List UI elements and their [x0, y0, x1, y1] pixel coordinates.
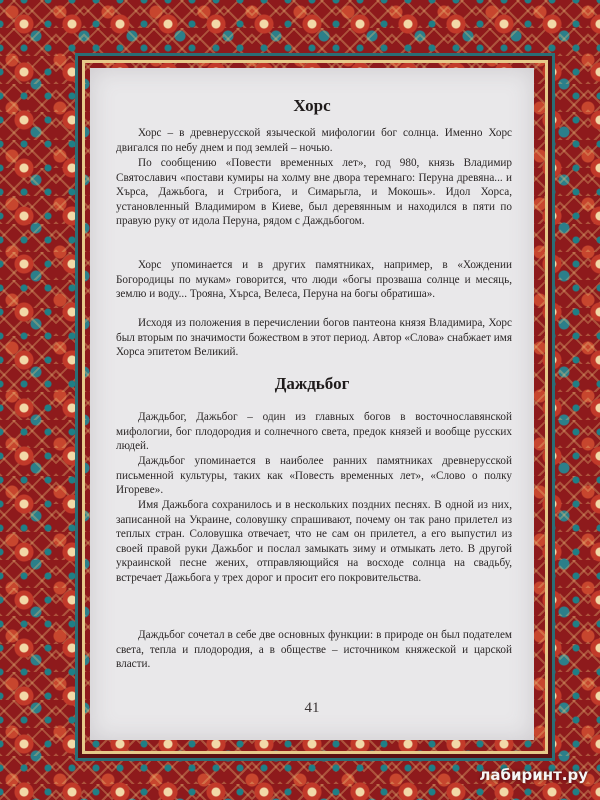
book-page: [90, 68, 534, 740]
paragraph: Исходя из положения в перечислении богов пантеона князя Владимира, Хорс был вторым по значимости божеством в этот период. Автор «Слова» снабжает имя Хорса эпитетом Великий.: [116, 317, 512, 359]
page-number: 41: [304, 700, 320, 716]
paragraph: Даждьбог упоминается в наиболее ранних памятниках древнерусской письменной культуры, таких как «Повесть временных лет», «Слово о полку Игореве».: [116, 455, 512, 497]
paragraph: По сообщению «Повести временных лет», год 980, князь Владимир Святославич «постави кумиры на холму вне двора теремнаго: Перуна древяна... и Хърса, Дажьбога, и Стрибога, и Симарьгла, и Мокошь». Идол Хорса, установленный Владимиром в Киеве, был деревянным и находился в пяти по правую руку от идола Перуна, рядом с Даждьбогом.: [116, 157, 512, 228]
watermark: лабиринт.ру: [479, 766, 588, 784]
section-title-hors: Хорс: [293, 96, 331, 115]
paragraph: Имя Дажьбога сохранилось и в нескольких поздних песнях. В одной из них, записанной на Украине, соловушку спрашивают, почему он так рано прилетел из теплых стран. Соловушка отвечает, что не сам он прилетел, а его выпустил из своей правой руки Дажьбог и послал замыкать зиму и отмыкать лето. В другой украинской песне жених, отправляющийся на восходе солнца на свадьбу, встречает Дажьбога у трех дорог и просит его покровительства.: [116, 499, 512, 584]
paragraph: Даждьбог, Дажьбог – один из главных богов в восточнославянской мифологии, бог плодородия и солнечного света, предок князей и вообще русских людей.: [116, 411, 512, 453]
section-title-dazhdbog: Даждьбог: [274, 374, 350, 393]
paragraph: Даждьбог сочетал в себе две основных функции: в природе он был подателем света, тепла и плодородия, а в обществе – источником княжеской и царской власти.: [116, 629, 512, 671]
paragraph: Хорс упоминается и в других памятниках, например, в «Хождении Богородицы по мукам» говорится, что люди «богы прозваша солнце и месяць, землю и воду... Трояна, Хърса, Велеса, Перуна на богы обратиша».: [116, 259, 512, 301]
paragraph: Хорс – в древнерусской языческой мифологии бог солнца. Именно Хорс двигался по небу днем и под землей – ночью.: [116, 127, 512, 154]
